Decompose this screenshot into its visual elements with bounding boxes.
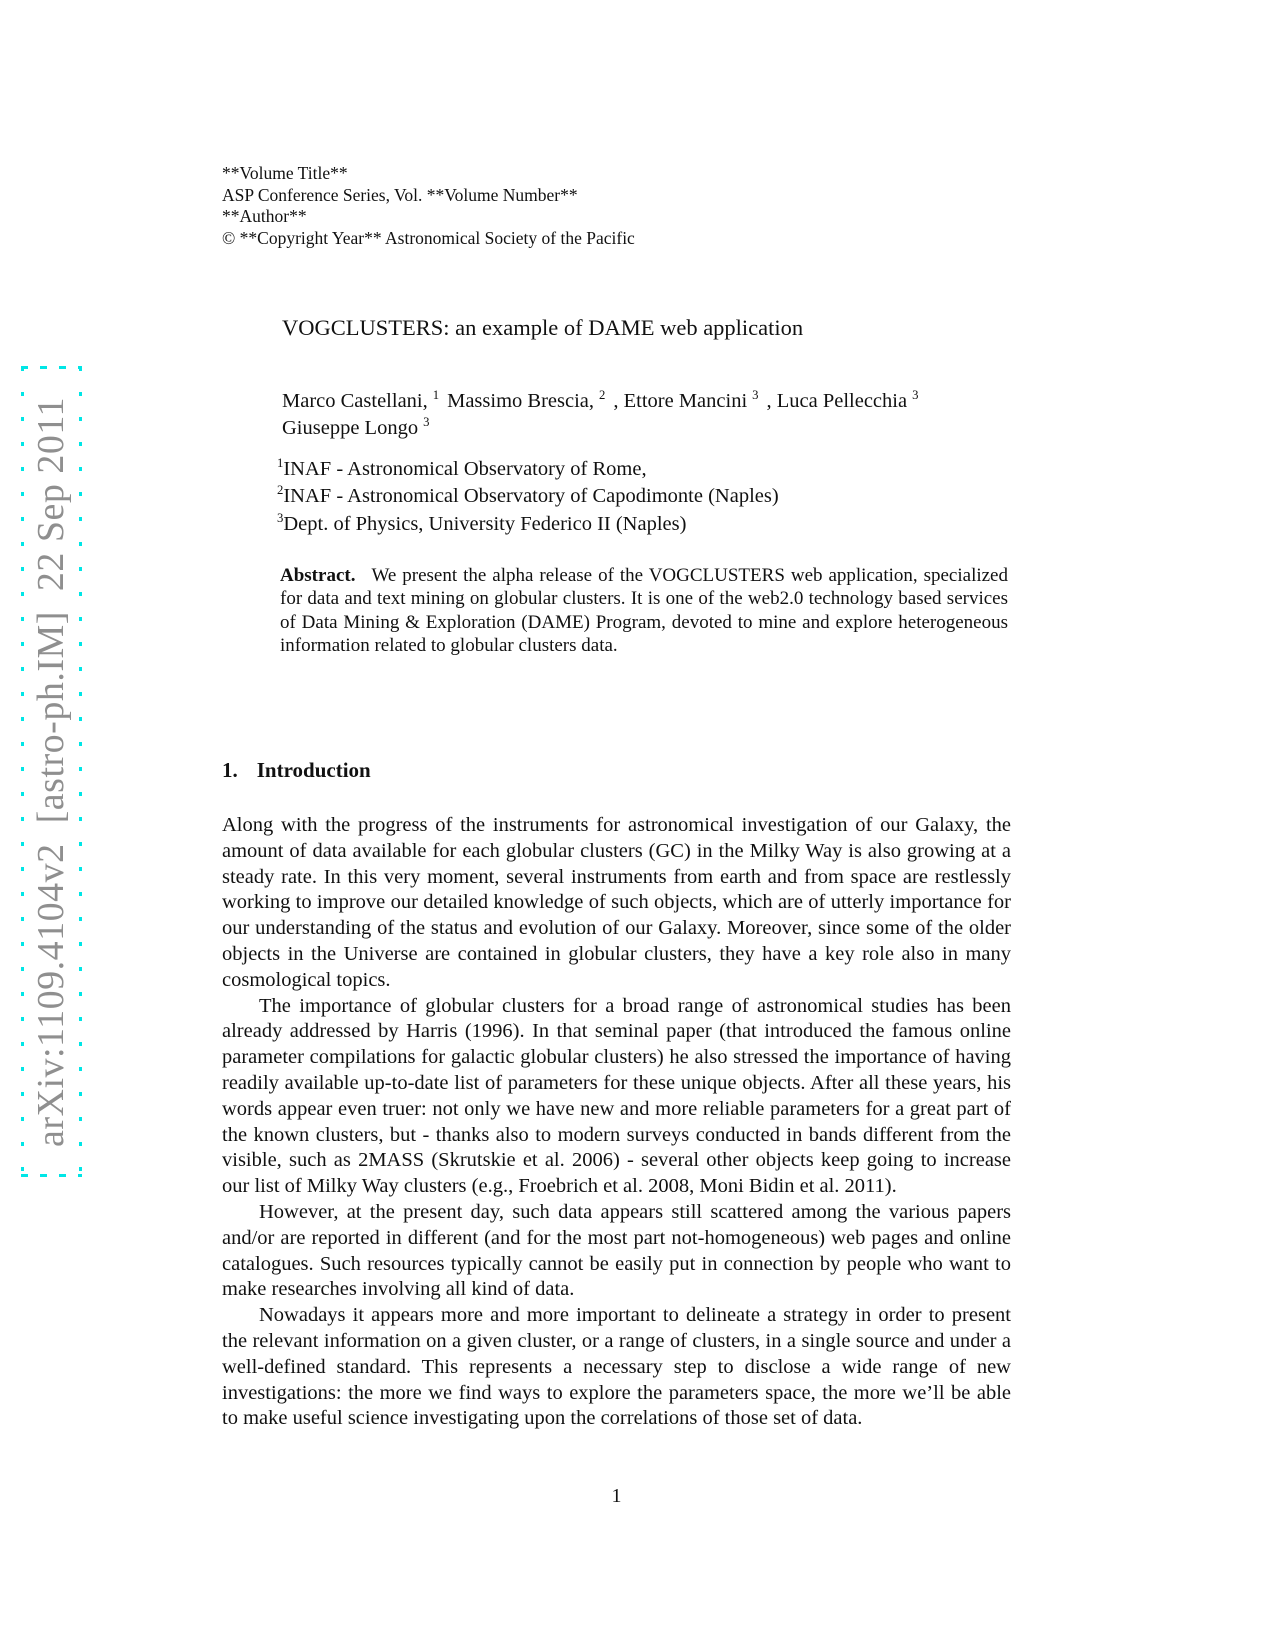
paragraph: However, at the present day, such data appears still scattered among the various papers and/or are reported in different (and for the most part not-homogeneous) web pages and online catalogues. Such resources typically cannot be easily put in connection by people who want to make researches involving all kind of data. (222, 1200, 1011, 1301)
author-affiliation-superscript: 3 (752, 388, 759, 403)
running-head-author: **Author** (222, 206, 307, 227)
running-head-series: ASP Conference Series, Vol. **Volume Number** (222, 184, 578, 205)
author-name: Massimo Brescia, (447, 390, 594, 412)
watermark-dashed-line-right (79, 367, 82, 1177)
introduction-body (222, 813, 1011, 1432)
affiliation-line (277, 511, 779, 538)
watermark-dashed-line-bottom (21, 1174, 82, 1177)
abstract (280, 564, 1008, 658)
author-affiliation-superscript: 3 (912, 388, 919, 403)
paragraph: Nowadays it appears more and more important to delineate a strategy in order to present the relevant information on a given cluster, or a range of clusters, in a single source and under a well-defined standard. This represents a necessary step to disclose a wide range of new investigations: the more we find ways to explore the parameters space, the more we’ll be able to make useful science investigating upon the correlations of those set of data. (222, 1304, 1011, 1430)
section-title: Introduction (256, 758, 371, 782)
author-name: , Ettore Mancini (613, 390, 748, 412)
author-affiliation-superscript: 3 (423, 415, 430, 430)
watermark-dashed-line-top (21, 366, 82, 369)
affiliation-superscript: 2 (277, 483, 284, 498)
author (613, 390, 758, 412)
affiliation-line (277, 456, 779, 483)
author-name: , Luca Pellecchia (766, 390, 908, 412)
affiliation-superscript: 3 (277, 510, 284, 525)
paper-title: VOGCLUSTERS: an example of DAME web application (282, 315, 804, 340)
affiliation-list (277, 456, 779, 538)
abstract-label: Abstract. (280, 565, 356, 586)
author (282, 390, 439, 412)
affiliation-superscript: 1 (277, 456, 284, 471)
author (447, 390, 605, 412)
affiliation-text: INAF - Astronomical Observatory of Capodimonte (Naples) (283, 485, 779, 508)
author (767, 390, 919, 412)
author-list (282, 388, 982, 442)
affiliation-text: INAF - Astronomical Observatory of Rome, (283, 458, 647, 480)
affiliation-line (277, 483, 779, 510)
arxiv-identifier-watermark: arXiv:1109.4104v2 [astro-ph.IM] 22 Sep 2011 (30, 396, 72, 1148)
paragraph: Along with the progress of the instruments for astronomical investigation of our Galaxy, the amount of data available for each globular clusters (GC) in the Milky Way is also growing at a steady rate. In this very moment, several instruments from earth and from space are restlessly working to improve our detailed knowledge of such objects, which are of utterly importance for our understanding of the status and evolution of our Galaxy. Moreover, since some of the older objects in the Universe are contained in globular clusters, they have a key role also in many cosmological topics. (222, 814, 1011, 991)
section-number: 1. (222, 758, 238, 782)
running-head-volume-title: **Volume Title** (222, 163, 348, 183)
running-head-copyright: © **Copyright Year** Astronomical Society of the Pacific (222, 228, 635, 249)
author (282, 417, 429, 439)
section-heading (222, 758, 371, 783)
author-name: Marco Castellani, (282, 390, 428, 412)
affiliation-text: Dept. of Physics, University Federico II (Naples) (283, 512, 687, 535)
paragraph: The importance of globular clusters for a broad range of astronomical studies has been already addressed by Harris (1996). In that seminal paper (that introduced the famous online parameter compilations for galactic globular clusters) he also stressed the importance of having readily available up-to-date list of parameters for these unique objects. After all these years, his words appear even truer: not only we have new and more reliable parameters for a great part of the known clusters, but - thanks also to modern surveys conducted in bands different from the visible, such as 2MASS (Skrutskie et al. 2006) - several other objects keep going to increase our list of Milky Way clusters (e.g., Froebrich et al. 2008, Moni Bidin et al. 2011). (222, 994, 1011, 1198)
author-affiliation-superscript: 2 (599, 388, 606, 403)
author-name: Giuseppe Longo (282, 417, 419, 439)
abstract-text: We present the alpha release of the VOGCLUSTERS web application, specialized for data and text mining on globular clusters. It is one of the web2.0 technology based services of Data Mining & Exploration (DAME) Program, devoted to mine and explore heterogeneous information related to globular clusters data. (280, 565, 1008, 657)
running-head (222, 163, 635, 250)
author-affiliation-superscript: 1 (432, 388, 440, 403)
watermark-dashed-line-left (21, 367, 24, 1177)
page-number: 1 (611, 1485, 622, 1507)
